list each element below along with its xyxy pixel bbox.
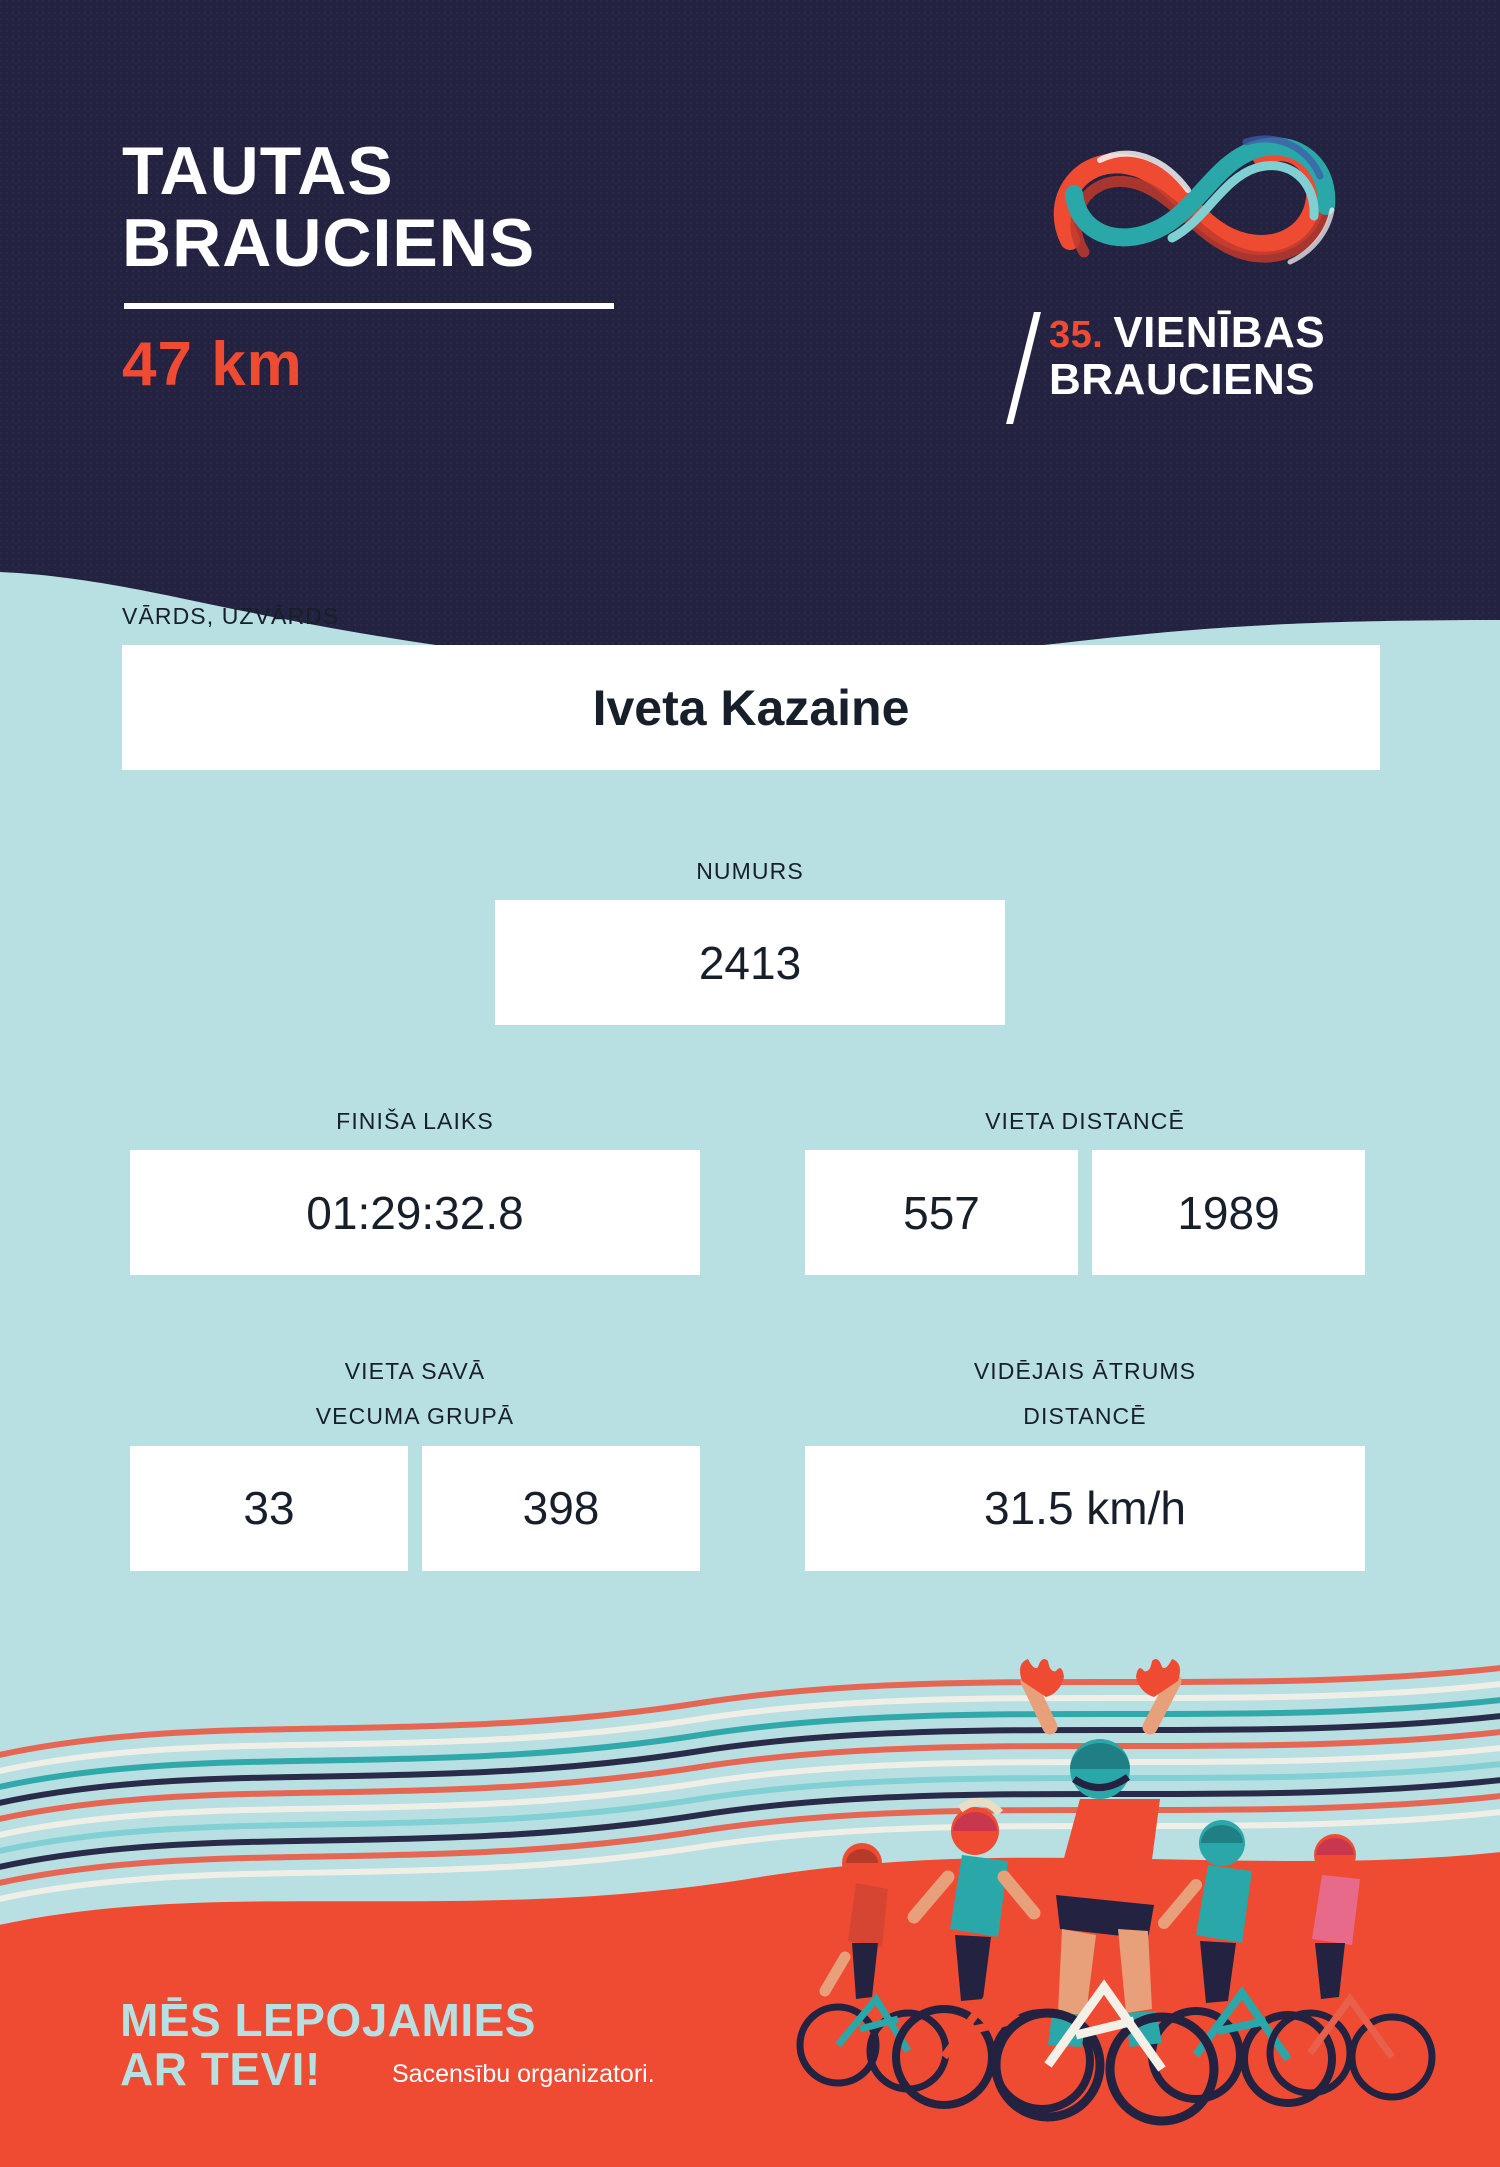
- age-group-label-line2: VECUMA GRUPĀ: [315, 1403, 515, 1430]
- average-speed-label-line2: DISTANCĒ: [1023, 1403, 1147, 1430]
- number-label: NUMURS: [696, 858, 804, 884]
- name-label: VĀRDS, UZVĀRDS: [122, 603, 340, 629]
- title-divider: [124, 303, 614, 309]
- age-group-total-value: 398: [422, 1446, 700, 1571]
- name-value: Iveta Kazaine: [122, 645, 1380, 770]
- finish-time-label: FINIŠA LAIKS: [336, 1108, 494, 1134]
- field-number: [0, 855, 1500, 1025]
- certificate-header: [0, 0, 1500, 700]
- footer-message-line1: MĒS LEPOJAMIES: [120, 1993, 536, 2046]
- field-name: [122, 600, 1380, 770]
- average-speed-label-line1: VIDĒJAIS ĀTRUMS: [973, 1358, 1197, 1384]
- event-title-line2: BRAUCIENS: [122, 205, 536, 282]
- place-distance-value: 557: [805, 1150, 1078, 1275]
- age-group-place-value: 33: [130, 1446, 408, 1571]
- place-distance-label: VIETA DISTANCĒ: [985, 1108, 1185, 1134]
- footer-message-line2: AR TEVI!: [120, 2043, 321, 2096]
- logo-line1-text: VIENĪBAS: [1113, 308, 1326, 357]
- event-title-block: [122, 135, 614, 400]
- logo-line2-text: BRAUCIENS: [1049, 355, 1316, 405]
- footer-organizers: Sacensību organizatori.: [392, 2060, 655, 2088]
- logo-edition-number: 35.: [1049, 314, 1104, 356]
- logo-slash: [1006, 312, 1041, 424]
- field-finish-time: [130, 1105, 700, 1275]
- event-logo: [980, 120, 1440, 450]
- field-place-age-group: [130, 1355, 700, 1571]
- number-value: 2413: [495, 900, 1005, 1025]
- place-distance-total: 1989: [1092, 1150, 1365, 1275]
- field-place-distance: [805, 1105, 1365, 1275]
- finish-time-value: 01:29:32.8: [130, 1150, 700, 1275]
- field-average-speed: [805, 1355, 1365, 1571]
- event-distance: 47 km: [122, 330, 303, 400]
- event-title-line1: TAUTAS: [122, 133, 394, 209]
- average-speed-value: 31.5 km/h: [805, 1446, 1365, 1571]
- infinity-loop-icon: [1040, 120, 1360, 310]
- certificate-footer: [0, 1627, 1500, 2167]
- age-group-label-line1: VIETA SAVĀ: [344, 1358, 486, 1384]
